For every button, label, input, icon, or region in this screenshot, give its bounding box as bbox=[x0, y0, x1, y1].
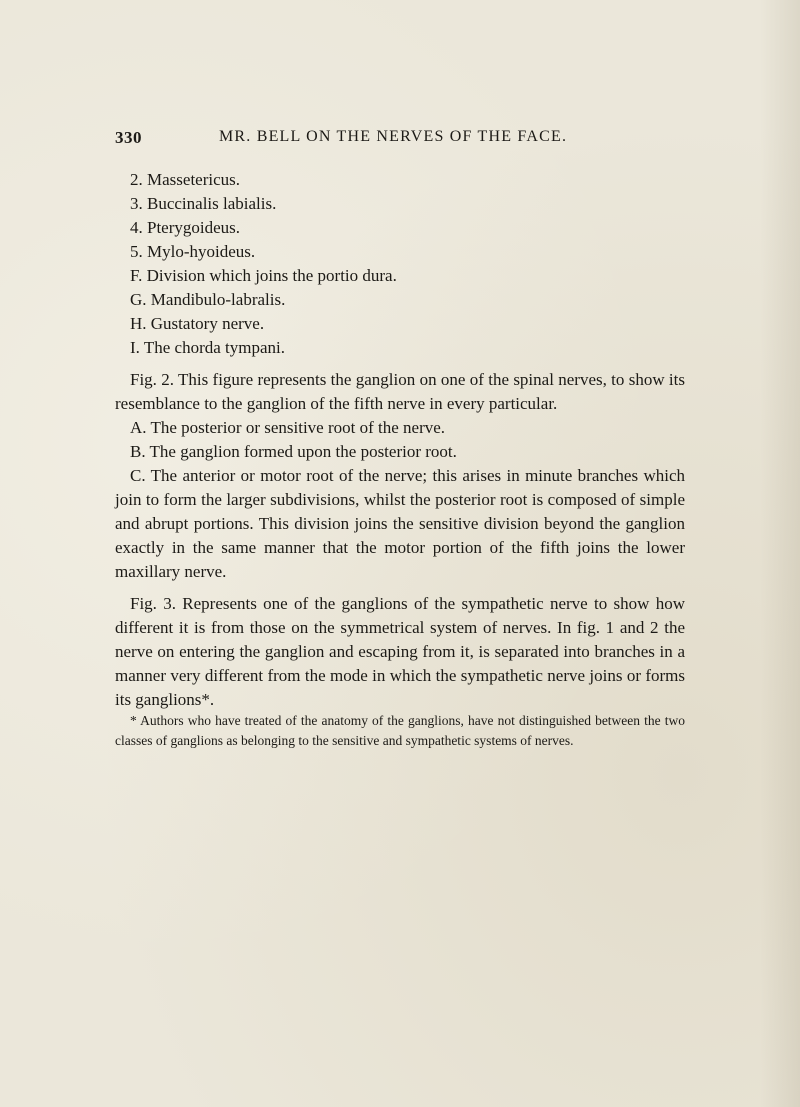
list-item: F. Division which joins the portio dura. bbox=[130, 266, 397, 285]
fig2-paragraph: Fig. 2. This figure represents the ganglion on one of the spinal nerves, to show its resemblance to the ganglion of the fifth nerve in every particular. bbox=[115, 370, 685, 413]
body-text bbox=[115, 168, 685, 712]
list-item: 5. Mylo-hyoideus. bbox=[130, 242, 256, 261]
fig2-item-c: C. The anterior or motor root of the nerve; this arises in minute branches which join to form the larger subdivisions, whilst the posterior root is composed of simple and abrupt portions. This division joins the sensitive division beyond the ganglion exactly in the same manner that the motor portion of the fifth joins the lower maxillary nerve. bbox=[115, 466, 685, 581]
fig3-paragraph: Fig. 3. Represents one of the ganglions of the sympathetic nerve to show how different it is from those on the symmetrical system of nerves. In fig. 1 and 2 the nerve on entering the ganglion and escaping from it, is separated into branches in a manner very different from the mode in which the sympathetic nerve joins or forms its ganglions*. bbox=[115, 594, 685, 709]
list-item: 4. Pterygoideus. bbox=[130, 218, 241, 237]
footnote: * Authors who have treated of the anatomy of the ganglions, have not distinguished between the two classes of ganglions as belonging to the sensitive and sympathetic systems of nerves. bbox=[115, 713, 685, 748]
list-item: I. The chorda tympani. bbox=[130, 338, 286, 357]
fig2-item-b: B. The ganglion formed upon the posterior root. bbox=[130, 442, 457, 461]
fig2-item-a: A. The posterior or sensitive root of the nerve. bbox=[130, 418, 446, 437]
page-header bbox=[115, 128, 735, 152]
page-number: 330 bbox=[115, 128, 142, 147]
page-edge-shadow bbox=[760, 0, 800, 1107]
list-item: H. Gustatory nerve. bbox=[130, 314, 265, 333]
list-item: 2. Massetericus. bbox=[130, 170, 241, 189]
running-head: MR. BELL ON THE NERVES OF THE FACE. bbox=[219, 128, 568, 145]
list-item: G. Mandibulo-labralis. bbox=[130, 290, 286, 309]
list-item: 3. Buccinalis labialis. bbox=[130, 194, 277, 213]
